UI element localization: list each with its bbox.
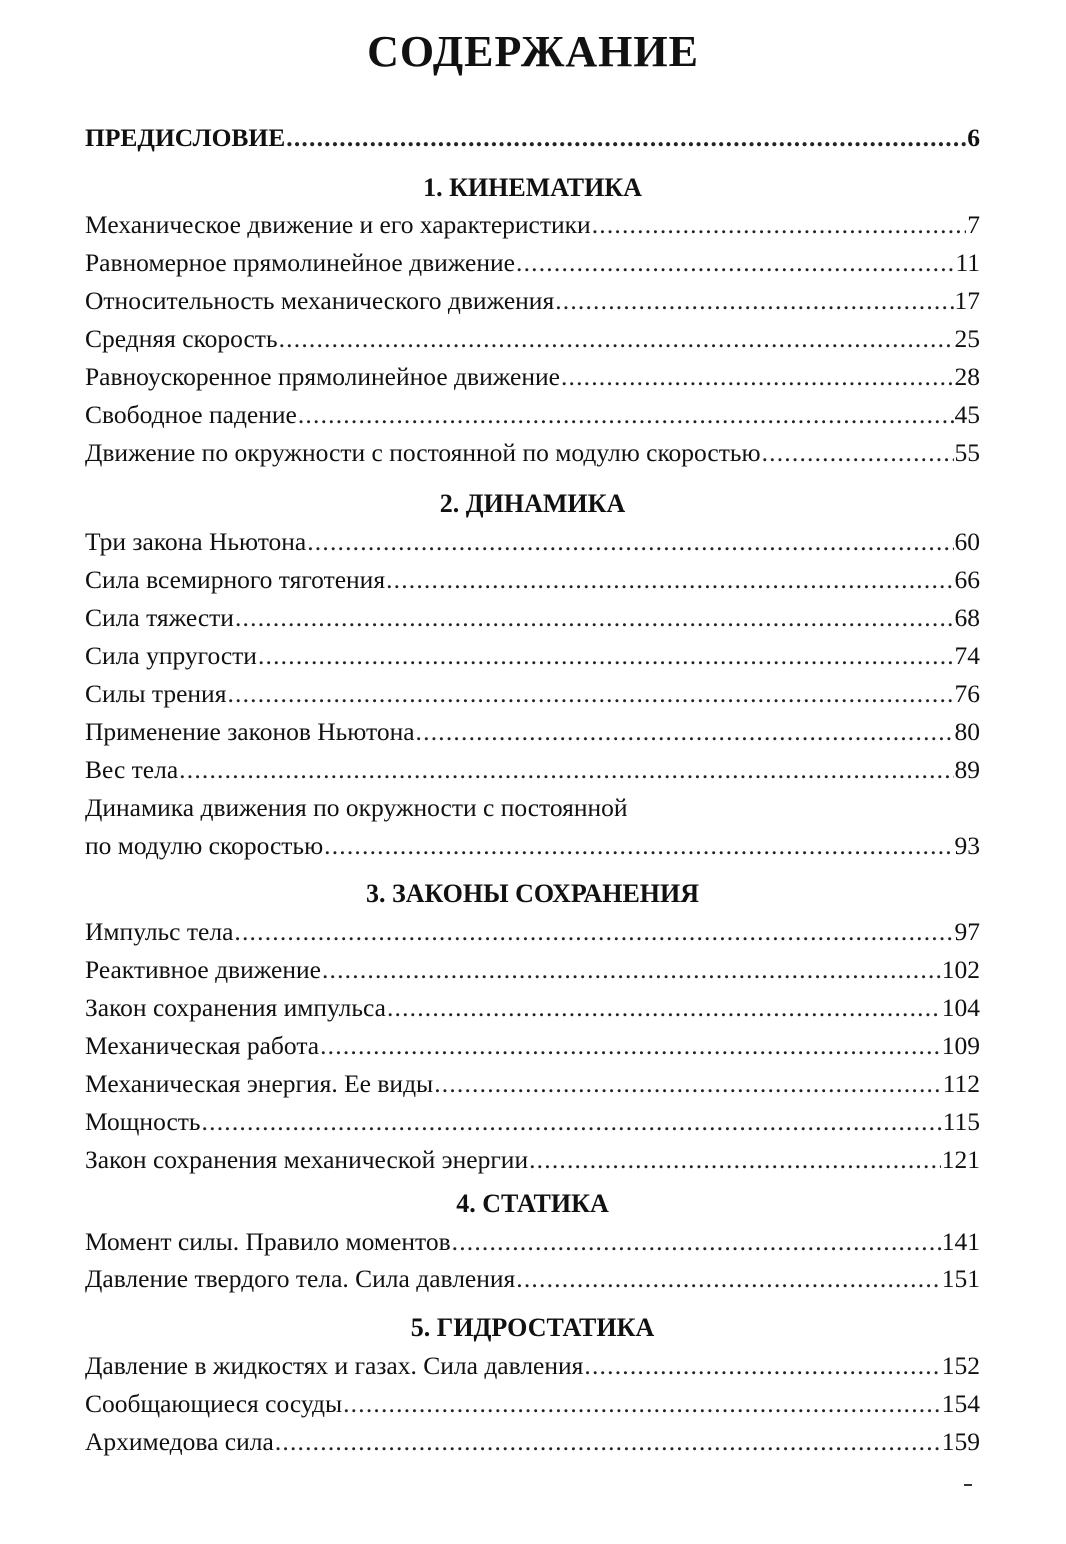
toc-entry-label: Закон сохранения импульса (85, 993, 386, 1022)
dot-leader (227, 677, 953, 711)
toc-entry (85, 208, 980, 242)
dot-leader (561, 360, 954, 394)
dot-leader (516, 246, 954, 280)
toc-entry (85, 1143, 980, 1177)
section-heading-kinematics: 1. КИНЕМАТИКА (423, 173, 642, 202)
toc-entry (85, 991, 980, 1025)
toc-entry-page: 104 (941, 993, 980, 1022)
dot-leader (584, 1349, 940, 1383)
toc-entry (85, 525, 980, 559)
toc-entry (85, 677, 980, 711)
toc-entry (85, 322, 980, 356)
dot-leader (592, 208, 967, 242)
toc-entry (85, 1225, 980, 1259)
toc-entry-page: 80 (954, 717, 980, 746)
toc-entry (85, 639, 980, 673)
toc-entry-page: 121 (941, 1145, 980, 1174)
dot-leader (202, 1105, 942, 1139)
toc-entry (85, 1425, 980, 1459)
toc-entry-label: Сила упругости (85, 641, 257, 670)
toc-entry-label: Механическая энергия. Ее виды (85, 1069, 434, 1098)
toc-entry (85, 915, 980, 949)
toc-entry-label: Реактивное движение (85, 955, 321, 984)
toc-entry (85, 715, 980, 749)
toc-entry-page: 159 (941, 1427, 980, 1456)
dot-leader (320, 1029, 941, 1063)
dot-leader (307, 525, 953, 559)
dot-leader (298, 398, 954, 432)
toc-entry-page: 112 (942, 1069, 980, 1098)
toc-entry-label: Закон сохранения механической энергии (85, 1145, 529, 1174)
toc-entry-label: Относительность механического движения (85, 286, 555, 315)
toc-entry (85, 1387, 980, 1421)
page-mark (964, 1484, 972, 1486)
toc-entry (85, 1349, 980, 1383)
toc-entry-page: 97 (954, 917, 980, 946)
dot-leader (324, 829, 953, 863)
section-heading-dynamics: 2. ДИНАМИКА (439, 489, 626, 518)
toc-entry-page: 66 (954, 565, 980, 594)
toc-entry-page: 7 (967, 210, 980, 239)
dot-leader (258, 639, 954, 673)
dot-leader (179, 753, 953, 787)
toc-entry-page: 6 (967, 123, 980, 152)
toc-entry-page: 76 (954, 679, 980, 708)
toc-entry-page: 152 (941, 1351, 980, 1380)
section-heading-statics: 4. СТАТИКА (456, 1189, 609, 1218)
toc-entry-label: Движение по окружности с постоянной по модулю скоростью (85, 438, 761, 467)
dot-leader (555, 284, 953, 318)
dot-leader (529, 1143, 941, 1177)
toc-entry-label: Механическое движение и его характеристики (85, 210, 591, 239)
dot-leader (516, 1262, 940, 1296)
toc-entry-label: Импульс тела (85, 917, 234, 946)
toc-entry-page: 28 (954, 362, 980, 391)
toc-entry (85, 563, 980, 597)
dot-leader (235, 601, 954, 635)
toc-entry-label: Сила всемирного тяготения (85, 565, 386, 594)
dot-leader (434, 1067, 942, 1101)
toc-entry (85, 1105, 980, 1139)
toc-entry-page: 154 (941, 1389, 980, 1418)
toc-entry (85, 360, 980, 394)
toc-entry-page: 151 (941, 1264, 980, 1293)
toc-entry (85, 601, 980, 635)
toc-entry-page: 89 (954, 755, 980, 784)
toc-entry-label: Вес тела (85, 755, 179, 784)
dot-leader (343, 1387, 941, 1421)
toc-entry (85, 953, 980, 987)
toc-entry-page: 102 (941, 955, 980, 984)
dot-leader (286, 121, 966, 155)
toc-entry-page: 68 (954, 603, 980, 632)
toc-entry-page: 11 (955, 248, 980, 277)
toc-entry (85, 284, 980, 318)
dot-leader (275, 1425, 941, 1459)
toc-entry-page: 60 (954, 527, 980, 556)
toc-entry-page: 141 (941, 1227, 980, 1256)
toc-entry-label: Давление в жидкостях и газах. Сила давления (85, 1351, 584, 1380)
dot-leader (762, 436, 954, 470)
toc-entry-label: Три закона Ньютона (85, 527, 307, 556)
toc-entry-label: ПРЕДИСЛОВИЕ (85, 123, 286, 152)
toc-entry-label: Свободное падение (85, 400, 297, 429)
toc-entry-page: 17 (954, 286, 980, 315)
dot-leader (387, 991, 941, 1025)
dot-leader (386, 563, 953, 597)
dot-leader (279, 322, 954, 356)
dot-leader (452, 1225, 941, 1259)
toc-entry-preface (85, 121, 980, 155)
toc-entry-label: Средняя скорость (85, 324, 278, 353)
toc-entry-label: Механическая работа (85, 1031, 320, 1060)
toc-entry (85, 1029, 980, 1063)
dot-leader (322, 953, 941, 987)
toc-entry-page: 115 (942, 1107, 980, 1136)
toc-entry-page: 93 (954, 831, 980, 860)
toc-entry-label: Равноускоренное прямолинейное движение (85, 362, 560, 391)
section-heading-hydrostatics: 5. ГИДРОСТАТИКА (410, 1313, 655, 1342)
section-heading-conservation-laws: 3. ЗАКОНЫ СОХРАНЕНИЯ (365, 879, 700, 908)
toc-entry-label: Момент силы. Правило моментов (85, 1227, 451, 1256)
toc-entry (85, 829, 980, 863)
toc-entry-label: Мощность (85, 1107, 201, 1136)
toc-entry (85, 1067, 980, 1101)
toc-entry-page: 109 (941, 1031, 980, 1060)
toc-entry-page: 74 (954, 641, 980, 670)
toc-entry-label: Применение законов Ньютона (85, 717, 415, 746)
toc-entry (85, 398, 980, 432)
toc-entry (85, 753, 980, 787)
toc-entry (85, 246, 980, 280)
toc-entry-label: Равномерное прямолинейное движение (85, 248, 515, 277)
toc-entry-label: Сила тяжести (85, 603, 234, 632)
toc-entry (85, 1262, 980, 1296)
toc-entry-label: Архимедова сила (85, 1427, 274, 1456)
dot-leader (234, 915, 953, 949)
toc-entry-label: Давление твердого тела. Сила давления (85, 1264, 516, 1293)
toc-entry-label: Сообщающиеся сосуды (85, 1389, 343, 1418)
toc-entry (85, 436, 980, 470)
page-title: СОДЕРЖАНИЕ (367, 27, 699, 76)
toc-entry-page: 25 (954, 324, 980, 353)
dot-leader (416, 715, 954, 749)
toc-entry-page: 45 (954, 400, 980, 429)
toc-entry-page: 55 (954, 438, 980, 467)
toc-entry-label: Силы трения (85, 679, 227, 708)
toc-entry-label: по модулю скоростью (85, 831, 324, 860)
toc-entry-label-line1: Динамика движения по окружности с постоянной (85, 793, 628, 822)
